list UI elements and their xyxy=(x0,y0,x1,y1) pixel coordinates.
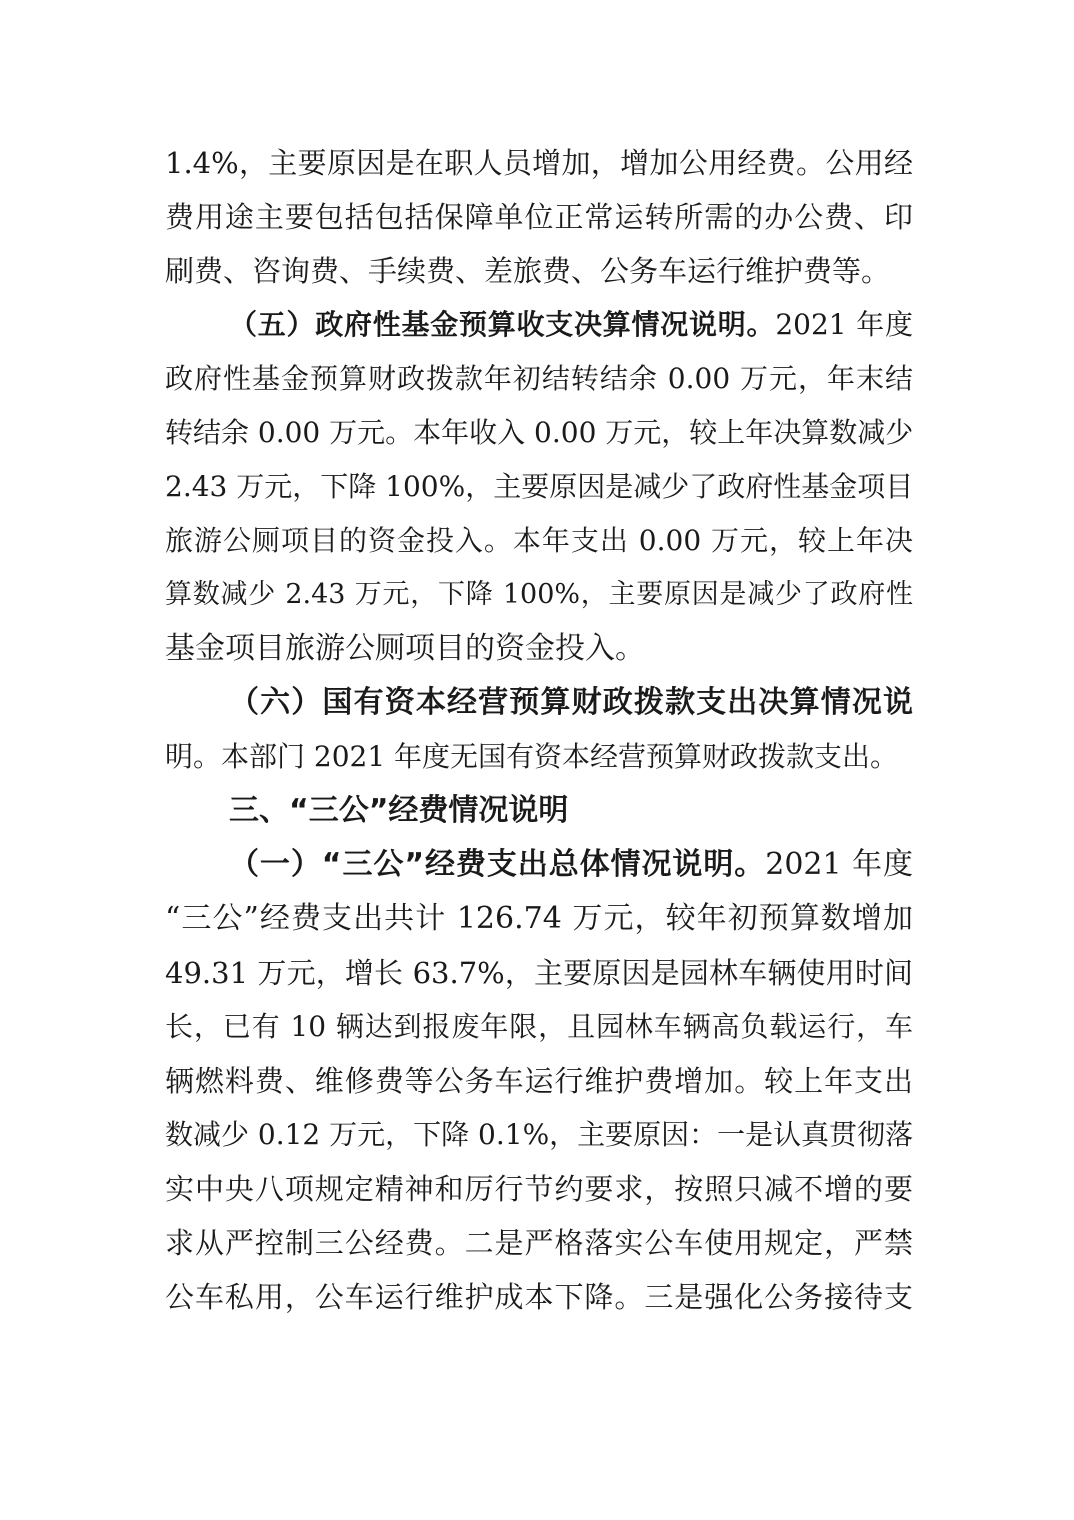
text-line: 实中央八项规定精神和厉行节约要求，按照只减不增的要 xyxy=(165,1172,913,1206)
document-body xyxy=(165,136,913,1324)
section-six-heading: （六）国有资本经营预算财政拨款支出决算情况说 xyxy=(229,685,913,720)
text-line: “三公”经费支出共计 126.74 万元，较年初预算数增加 xyxy=(165,901,913,936)
text-line: 公车私用，公车运行维护成本下降。三是强化公务接待支 xyxy=(165,1280,913,1314)
text-line: 长，已有 10 辆达到报废年限，且园林车辆高负载运行，车 xyxy=(165,1010,913,1043)
text-line: 刷费、咨询费、手续费、差旅费、公务车运行维护费等。 xyxy=(165,254,891,288)
paragraph-five-first-line xyxy=(165,298,913,352)
text-line: 政府性基金预算财政拨款年初结转结余 0.00 万元，年末结 xyxy=(165,362,913,395)
text-line: 1.4%，主要原因是在职人员增加，增加公用经费。公用经 xyxy=(165,146,913,180)
text-line: 数减少 0.12 万元，下降 0.1%，主要原因：一是认真贯彻落 xyxy=(165,1118,914,1151)
text-line: 旅游公厕项目的资金投入。本年支出 0.00 万元，较上年决 xyxy=(165,524,913,557)
text-line: 算数减少 2.43 万元，下降 100%，主要原因是减少了政府性 xyxy=(165,579,913,610)
section-one-heading: （一）“三公”经费支出总体情况说明。 xyxy=(229,847,766,882)
text-line: 明。本部门 2021 年度无国有资本经营预算财政拨款支出。 xyxy=(165,740,899,773)
text-line: 转结余 0.00 万元。本年收入 0.00 万元，较上年决算数减少 xyxy=(165,416,914,449)
paragraph-one-first-line xyxy=(165,838,913,892)
text-line: 49.31 万元，增长 63.7%，主要原因是园林车辆使用时间 xyxy=(165,956,913,990)
text-line: 费用途主要包括包括保障单位正常运转所需的办公费、印 xyxy=(165,200,913,234)
text-line: 基金项目旅游公厕项目的资金投入。 xyxy=(165,631,645,666)
text-line: 辆燃料费、维修费等公务车运行维护费增加。较上年支出 xyxy=(165,1064,913,1098)
text-fragment: 2021 年度 xyxy=(765,847,914,882)
section-three-heading: 三、“三公”经费情况说明 xyxy=(229,793,569,828)
text-fragment: 2021 年度 xyxy=(775,308,913,341)
text-line: 求从严控制三公经费。二是严格落实公车使用规定，严禁 xyxy=(165,1226,913,1260)
text-line: 2.43 万元，下降 100%，主要原因是减少了政府性基金项目 xyxy=(165,470,914,503)
section-five-heading: （五）政府性基金预算收支决算情况说明。 xyxy=(229,308,776,341)
